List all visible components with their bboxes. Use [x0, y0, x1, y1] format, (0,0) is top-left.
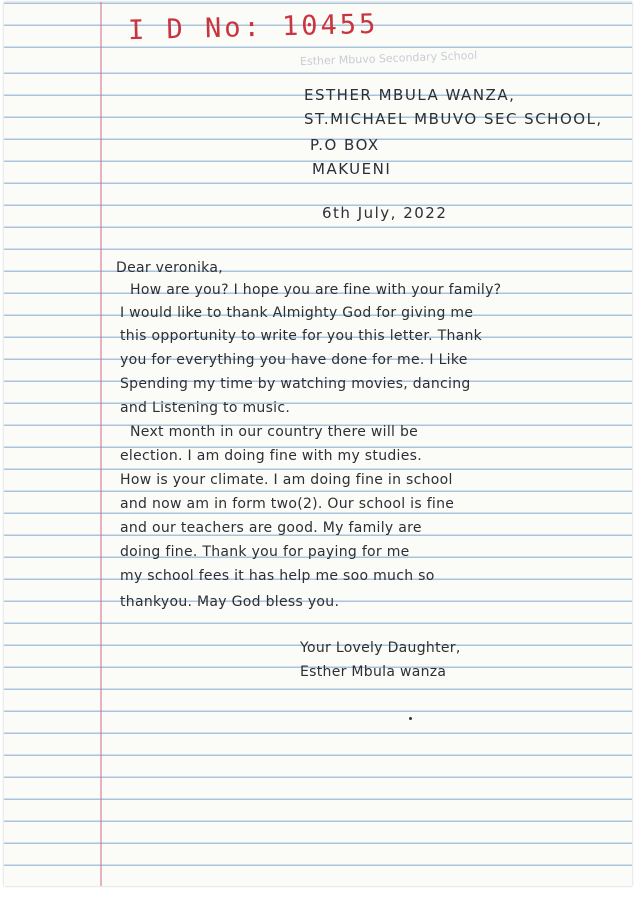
sender-name: ESTHER MBULA WANZA, — [304, 86, 516, 104]
letter-date: 6th July, 2022 — [322, 204, 448, 222]
letter-line: this opportunity to write for you this letter. Thank — [120, 328, 483, 344]
signature: Esther Mbula wanza — [300, 664, 447, 680]
letter-line: my school fees it has help me soo much so — [120, 568, 435, 584]
letter-line: Spending my time by watching movies, dancing — [120, 376, 471, 392]
letter-line: How are you? I hope you are fine with your family? — [130, 282, 502, 298]
letter-line: Next month in our country there will be — [130, 424, 419, 440]
letter-line: and Listening to music. — [120, 400, 291, 416]
letter-line: I would like to thank Almighty God for giving me — [120, 305, 474, 321]
letter-line: thankyou. May God bless you. — [120, 594, 340, 610]
id-number: I D No: 10455 — [127, 8, 379, 47]
letter-line: election. I am doing fine with my studies. — [120, 448, 422, 464]
sender-school: ST.MICHAEL MBUVO SEC SCHOOL, — [304, 110, 603, 128]
bleed-through-text: Esther Mbuvo Secondary School — [299, 48, 478, 69]
letter-line: and our teachers are good. My family are — [120, 520, 422, 536]
sender-box: P.O BOX — [310, 136, 380, 154]
closing: Your Lovely Daughter, — [300, 640, 461, 656]
salutation: Dear veronika, — [116, 260, 223, 276]
letter-line: doing fine. Thank you for paying for me — [120, 544, 410, 560]
ink-dot — [409, 717, 412, 720]
sender-town: MAKUENI — [312, 160, 392, 178]
letter-line: and now am in form two(2). Our school is fine — [120, 496, 455, 512]
letter-line: How is your climate. I am doing fine in school — [120, 472, 453, 488]
letter-line: you for everything you have done for me. I Like — [120, 352, 468, 368]
lined-paper — [4, 2, 632, 886]
